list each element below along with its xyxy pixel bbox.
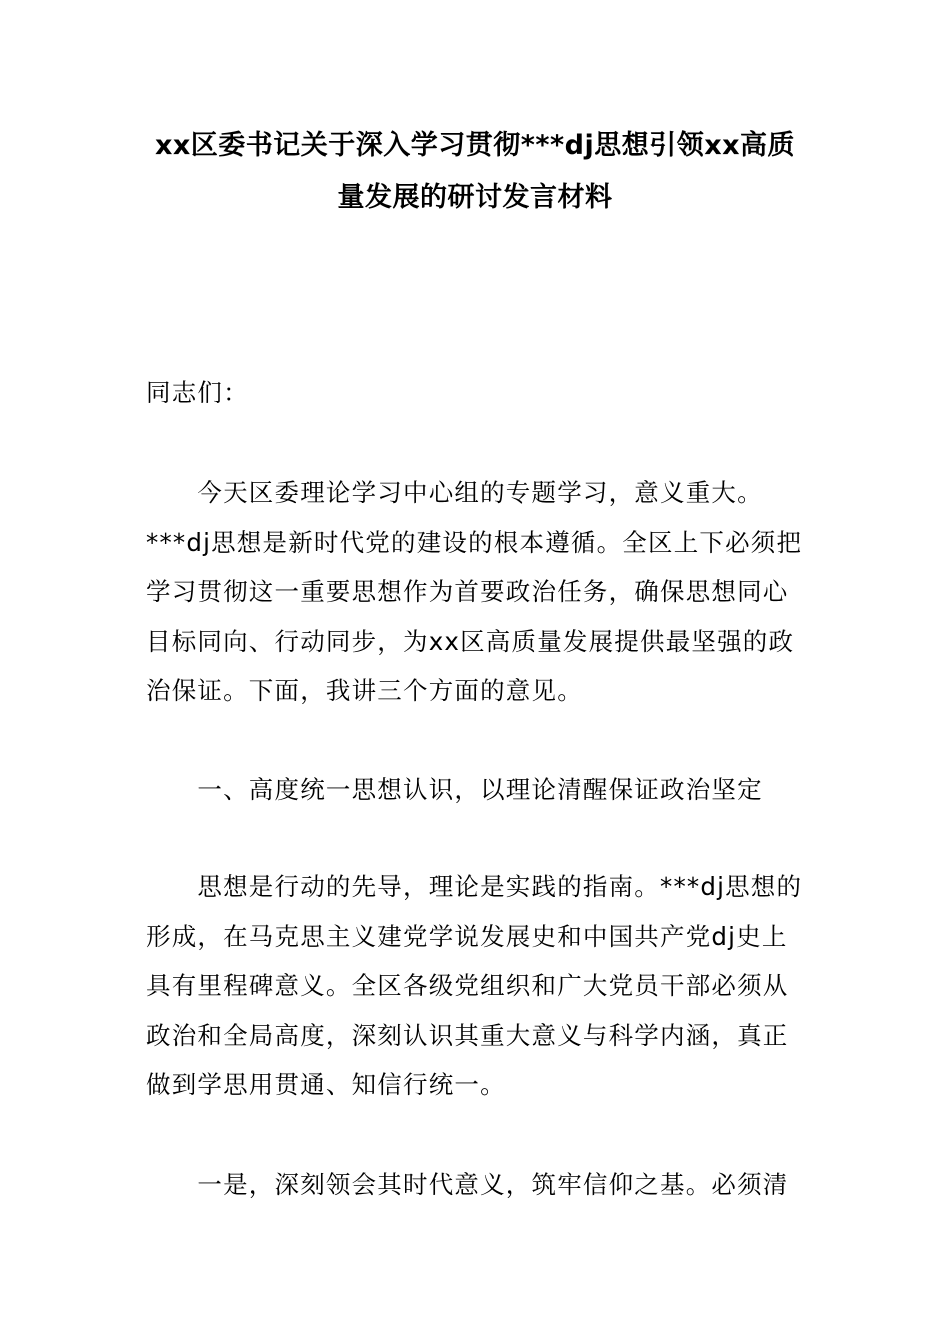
paragraph-line: 思想是行动的先导，理论是实践的指南。***dj思想的: [146, 872, 803, 901]
paragraph-line: ***dj思想是新时代党的建设的根本遵循。全区上下必须把: [146, 527, 803, 557]
paragraph-section-1: [146, 862, 806, 1110]
paragraph-point-1: [146, 1160, 806, 1210]
paragraph-intro: [146, 468, 806, 716]
paragraph-line: 一是，深刻领会其时代意义，筑牢信仰之基。必须清: [146, 1170, 789, 1199]
title-line: xx区委书记关于深入学习贯彻***dj思想引领xx高质: [154, 130, 796, 161]
paragraph-line: 治保证。下面，我讲三个方面的意见。: [146, 676, 583, 705]
paragraph-line: 目标同向、行动同步，为xx区高质量发展提供最坚强的政: [146, 626, 795, 656]
section-heading-1: [146, 765, 806, 815]
document-title: [140, 120, 810, 224]
paragraph-line: 形成，在马克思主义建党学说发展史和中国共产党dj史上: [146, 921, 788, 951]
paragraph-line: 学习贯彻这一重要思想作为首要政治任务，确保思想同心: [146, 577, 789, 606]
greeting-text: 同志们：: [146, 378, 249, 407]
paragraph-line: 政治和全局高度，深刻认识其重大意义与科学内涵，真正: [146, 1020, 789, 1050]
paragraph-line: 具有里程碑意义。全区各级党组织和广大党员干部必须从: [146, 971, 789, 1000]
title-line: 量发展的研讨发言材料: [337, 182, 613, 213]
paragraph-line: 今天区委理论学习中心组的专题学习，意义重大。: [146, 478, 763, 507]
greeting: [146, 368, 806, 418]
section-heading-text: 一、高度统一思想认识，以理论清醒保证政治坚定: [146, 775, 763, 804]
paragraph-line: 做到学思用贯通、知信行统一。: [146, 1070, 506, 1099]
